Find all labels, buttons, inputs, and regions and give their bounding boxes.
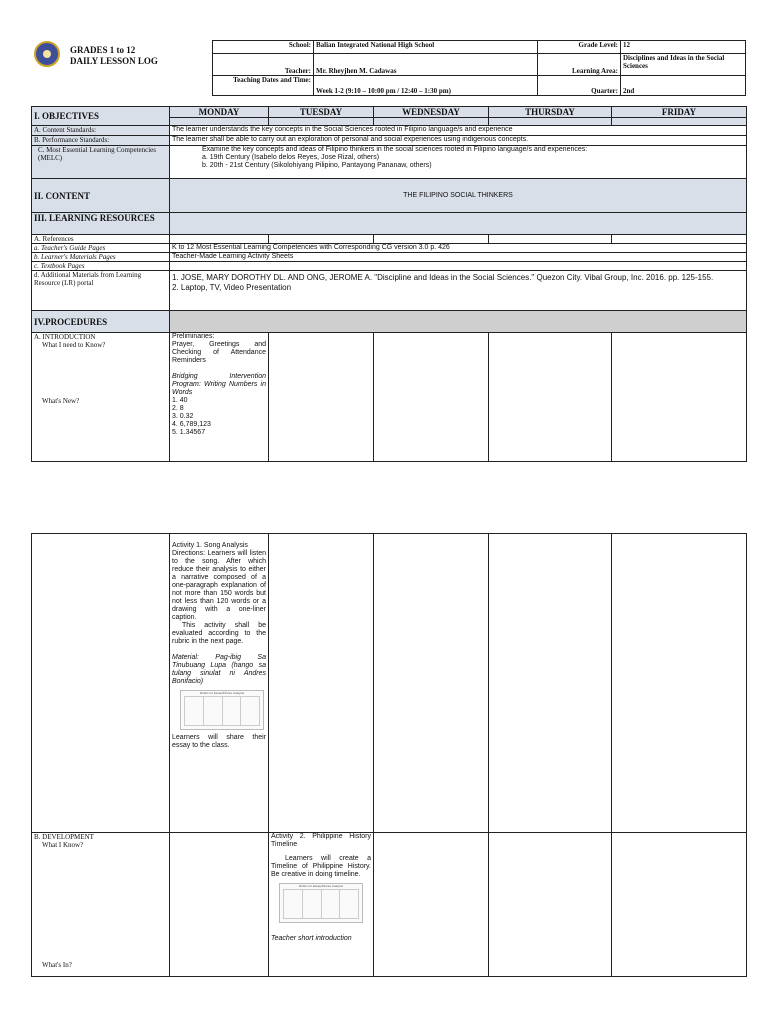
performance-standards-value: The learner shall be able to carry out an exploration of personal and social experiences using indigenous concepts. <box>170 136 747 146</box>
day-friday: FRIDAY <box>612 107 747 118</box>
material-text <box>172 654 266 686</box>
material-value: Pag-ibig Sa Tinubuang Lupa (hango sa tulang sinulat ni Andres Bonifacio) <box>172 654 266 685</box>
melc-line-3: b. 20th - 21st Century (Sikolohiyang Pilipino, Pantayong Pananaw, others) <box>202 162 432 169</box>
preliminaries-title: Preliminaries: <box>172 333 215 340</box>
school-label: School: <box>213 41 314 54</box>
day-wednesday: WEDNESDAY <box>374 107 489 118</box>
additional-materials-label: d. Additional Materials from Learning Resource (LR) portal <box>32 271 170 311</box>
number-item: 5. 1.34567 <box>172 429 206 436</box>
teacher-intro: Teacher short introduction <box>271 935 352 942</box>
additional-line-1: 1. JOSE, MARY DOROTHY DL. AND ONG, JEROME A. "Discipline and Ideas in the Social Sciences." Quezon City. Vibal Group, Inc. 2016. pp. 125-155. <box>172 273 714 282</box>
quarter-value: 2nd <box>621 76 746 96</box>
quarter-label: Quarter: <box>538 76 621 96</box>
introduction-cell <box>32 333 170 462</box>
learning-area-value: Disciplines and Ideas in the Social Sciences <box>621 54 746 76</box>
school-value: Balian Integrated National High School <box>314 41 538 54</box>
additional-materials-value <box>170 271 747 311</box>
melc-value <box>170 146 747 179</box>
introduction-label: A. INTRODUCTION <box>34 333 96 341</box>
title-line-1: GRADES 1 to 12 <box>70 45 136 55</box>
monday-activity-1 <box>170 534 269 833</box>
title-line-2: DAILY LESSON LOG <box>70 56 158 66</box>
content-value: THE FILIPINO SOCIAL THINKERS <box>170 179 747 213</box>
header-info-table <box>212 40 746 96</box>
rubric-caption: Rubric for Essay/Picture Analysis <box>199 691 244 695</box>
melc-line-1: Examine the key concepts and ideas of Filipino thinkers in the social sciences rooted in Filipino language/s and experiences: <box>202 146 588 153</box>
development-sub: What I Know? <box>42 841 84 849</box>
activity1-title: Activity 1. Song Analysis <box>172 542 248 549</box>
activity1-body: Directions: Learners will listen to the song. After which reduce their analysis to either a narrative composed of a one-paragraph explanation of not more than 150 words but not less than 120 words or a drawing with a one-liner caption. <box>172 550 266 621</box>
teacher-value: Mr. Rheyjhen M. Cadawas <box>314 54 538 76</box>
whats-in-label: What's In? <box>42 961 72 969</box>
performance-standards-label: B. Performance Standards: <box>32 136 170 146</box>
lesson-log-table <box>31 106 747 462</box>
teacher-label: Teacher: <box>213 54 314 76</box>
activity2-title: Activity 2. Philippine History Timeline <box>271 833 371 848</box>
teacher-guide-value: K to 12 Most Essential Learning Competencies with Corresponding CG version 3.0 p. 426 <box>170 244 747 253</box>
document-title <box>70 45 158 67</box>
day-monday: MONDAY <box>170 107 269 118</box>
content-standards-value: The learner understands the key concepts in the Social Sciences rooted in Filipino language/s and experience <box>170 126 747 136</box>
melc-label: C. Most Essential Learning Competencies (MELC) <box>32 146 170 179</box>
whats-new-label: What's New? <box>42 397 80 405</box>
procedures-heading: IV.PROCEDURES <box>32 311 170 333</box>
references-label: A. References <box>32 235 170 244</box>
number-item: 2. 8 <box>172 405 184 412</box>
dates-label: Teaching Dates and Time: <box>213 76 314 96</box>
content-standards-label: A. Content Standards: <box>32 126 170 136</box>
introduction-sub: What I need to Know? <box>42 341 106 349</box>
timeline-rubric-thumbnail <box>279 883 363 923</box>
activity2-body: Learners will create a Timeline of Philippine History. Be creative in doing timeline. <box>271 855 371 878</box>
share-essay: Learners will share their essay to the class. <box>172 734 266 749</box>
material-label: Material: <box>172 654 199 661</box>
development-label: B. DEVELOPMENT <box>34 833 94 841</box>
development-cell <box>32 833 170 977</box>
day-thursday: THURSDAY <box>489 107 612 118</box>
activity1-note: This activity shall be evaluated according to the rubric in the next page. <box>172 622 266 645</box>
dates-value: Week 1-2 (9:10 – 10:00 pm / 12:40 – 1:30 pm) <box>314 76 538 96</box>
timeline-rubric-caption: Rubric for Essay/Picture Analysis <box>298 884 343 888</box>
teacher-guide-label: a. Teacher's Guide Pages <box>32 244 170 253</box>
grade-level-label: Grade Level: <box>538 41 621 54</box>
objectives-heading: I. OBJECTIVES <box>32 107 170 126</box>
textbook-label: c. Textbook Pages <box>32 262 170 271</box>
day-tuesday: TUESDAY <box>269 107 374 118</box>
additional-line-2: 2. Laptop, TV, Video Presentation <box>172 283 292 292</box>
bridging-program: Bridging Intervention Program: Writing Numbers in Words <box>172 373 266 396</box>
learner-materials-label: b. Learner's Materials Pages <box>32 253 170 262</box>
learner-materials-value: Teacher-Made Learning Activity Sheets <box>170 253 747 262</box>
grade-level-value: 12 <box>621 41 746 54</box>
tuesday-activity-2 <box>269 833 374 977</box>
preliminaries-text: Prayer, Greetings and Checking of Attendance Reminders <box>172 341 266 364</box>
learning-area-label: Learning Area: <box>538 54 621 76</box>
deped-seal-logo <box>34 41 60 67</box>
number-item: 3. 0.32 <box>172 413 194 420</box>
number-item: 4. 6,789,123 <box>172 421 211 428</box>
rubric-thumbnail <box>180 690 264 730</box>
lesson-log-table-page2 <box>31 533 747 977</box>
monday-introduction <box>170 333 269 462</box>
content-heading: II. CONTENT <box>32 179 170 213</box>
resources-heading: III. LEARNING RESOURCES <box>32 213 170 235</box>
number-item: 1. 40 <box>172 397 188 404</box>
melc-line-2: a. 19th Century (Isabelo delos Reyes, Jose Rizal, others) <box>202 154 380 161</box>
